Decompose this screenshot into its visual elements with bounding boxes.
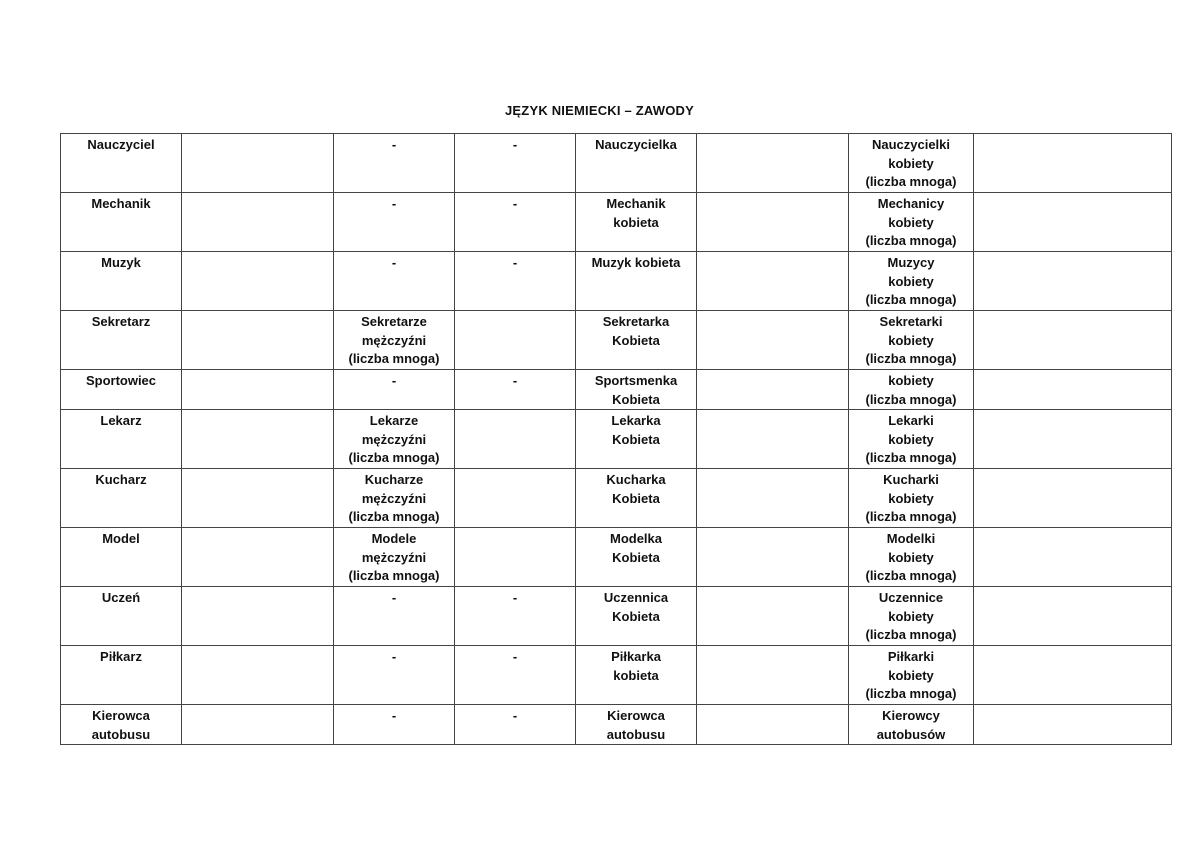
male-form-cell: Kierowca autobusu — [61, 705, 182, 745]
female-plural-cell: Nauczycielki kobiety (liczba mnoga) — [849, 134, 974, 193]
male-plural-cell: - — [334, 134, 455, 193]
blank-cell — [974, 134, 1172, 193]
male-plural-cell: - — [334, 587, 455, 646]
blank-cell — [697, 134, 849, 193]
female-form-cell: Nauczycielka — [576, 134, 697, 193]
dash-cell: - — [455, 646, 576, 705]
blank-cell — [182, 646, 334, 705]
professions-table — [60, 133, 1172, 745]
blank-cell — [974, 646, 1172, 705]
blank-cell — [697, 587, 849, 646]
female-plural-cell: Piłkarki kobiety (liczba mnoga) — [849, 646, 974, 705]
blank-cell — [697, 370, 849, 410]
blank-cell — [182, 311, 334, 370]
female-plural-cell: Modelki kobiety (liczba mnoga) — [849, 528, 974, 587]
blank-cell — [182, 134, 334, 193]
male-plural-cell: - — [334, 705, 455, 745]
male-form-cell: Sekretarz — [61, 311, 182, 370]
blank-cell — [182, 410, 334, 469]
male-plural-cell: - — [334, 646, 455, 705]
blank-cell — [697, 646, 849, 705]
female-plural-cell: Sekretarki kobiety (liczba mnoga) — [849, 311, 974, 370]
female-form-cell: Kucharka Kobieta — [576, 469, 697, 528]
male-form-cell: Mechanik — [61, 193, 182, 252]
blank-cell — [697, 193, 849, 252]
blank-cell — [182, 193, 334, 252]
male-plural-cell: Sekretarze mężczyźni (liczba mnoga) — [334, 311, 455, 370]
female-plural-cell: Mechanicy kobiety (liczba mnoga) — [849, 193, 974, 252]
male-form-cell: Piłkarz — [61, 646, 182, 705]
table-row — [61, 311, 1172, 370]
blank-cell — [182, 705, 334, 745]
blank-cell — [974, 528, 1172, 587]
table-row — [61, 646, 1172, 705]
table-row — [61, 410, 1172, 469]
dash-cell: - — [455, 134, 576, 193]
table-row — [61, 469, 1172, 528]
blank-cell — [974, 252, 1172, 311]
blank-cell — [697, 705, 849, 745]
dash-cell: - — [455, 193, 576, 252]
female-plural-cell: Kierowcy autobusów — [849, 705, 974, 745]
table-row — [61, 705, 1172, 745]
dash-cell: - — [455, 252, 576, 311]
blank-cell — [974, 370, 1172, 410]
female-form-cell: Kierowca autobusu — [576, 705, 697, 745]
male-plural-cell: Kucharze mężczyźni (liczba mnoga) — [334, 469, 455, 528]
male-form-cell: Model — [61, 528, 182, 587]
table-row — [61, 587, 1172, 646]
male-form-cell: Nauczyciel — [61, 134, 182, 193]
blank-cell — [182, 469, 334, 528]
blank-cell — [974, 311, 1172, 370]
blank-cell — [182, 528, 334, 587]
male-plural-cell: - — [334, 252, 455, 311]
female-plural-cell: kobiety (liczba mnoga) — [849, 370, 974, 410]
blank-cell — [697, 252, 849, 311]
male-form-cell: Sportowiec — [61, 370, 182, 410]
male-plural-cell: Lekarze mężczyźni (liczba mnoga) — [334, 410, 455, 469]
female-form-cell: Muzyk kobieta — [576, 252, 697, 311]
female-plural-cell: Lekarki kobiety (liczba mnoga) — [849, 410, 974, 469]
dash-cell: - — [455, 370, 576, 410]
female-plural-cell: Uczennice kobiety (liczba mnoga) — [849, 587, 974, 646]
table-row — [61, 193, 1172, 252]
female-form-cell: Sportsmenka Kobieta — [576, 370, 697, 410]
blank-cell — [182, 370, 334, 410]
female-form-cell: Sekretarka Kobieta — [576, 311, 697, 370]
blank-cell — [974, 705, 1172, 745]
male-form-cell: Uczeń — [61, 587, 182, 646]
female-form-cell: Lekarka Kobieta — [576, 410, 697, 469]
female-form-cell: Modelka Kobieta — [576, 528, 697, 587]
blank-cell — [697, 311, 849, 370]
dash-cell — [455, 410, 576, 469]
blank-cell — [697, 528, 849, 587]
table-row — [61, 370, 1172, 410]
male-form-cell: Kucharz — [61, 469, 182, 528]
blank-cell — [697, 410, 849, 469]
female-plural-cell: Muzycy kobiety (liczba mnoga) — [849, 252, 974, 311]
blank-cell — [697, 469, 849, 528]
blank-cell — [974, 469, 1172, 528]
dash-cell — [455, 528, 576, 587]
blank-cell — [974, 193, 1172, 252]
female-plural-cell: Kucharki kobiety (liczba mnoga) — [849, 469, 974, 528]
male-form-cell: Lekarz — [61, 410, 182, 469]
blank-cell — [182, 587, 334, 646]
page-title: JĘZYK NIEMIECKI – ZAWODY — [505, 103, 694, 118]
table-row — [61, 528, 1172, 587]
male-plural-cell: - — [334, 193, 455, 252]
female-form-cell: Mechanik kobieta — [576, 193, 697, 252]
dash-cell — [455, 311, 576, 370]
table-row — [61, 252, 1172, 311]
dash-cell: - — [455, 587, 576, 646]
dash-cell — [455, 469, 576, 528]
table-body — [61, 134, 1172, 745]
blank-cell — [182, 252, 334, 311]
blank-cell — [974, 587, 1172, 646]
blank-cell — [974, 410, 1172, 469]
female-form-cell: Uczennica Kobieta — [576, 587, 697, 646]
male-plural-cell: Modele mężczyźni (liczba mnoga) — [334, 528, 455, 587]
dash-cell: - — [455, 705, 576, 745]
male-plural-cell: - — [334, 370, 455, 410]
female-form-cell: Piłkarka kobieta — [576, 646, 697, 705]
male-form-cell: Muzyk — [61, 252, 182, 311]
table-row — [61, 134, 1172, 193]
